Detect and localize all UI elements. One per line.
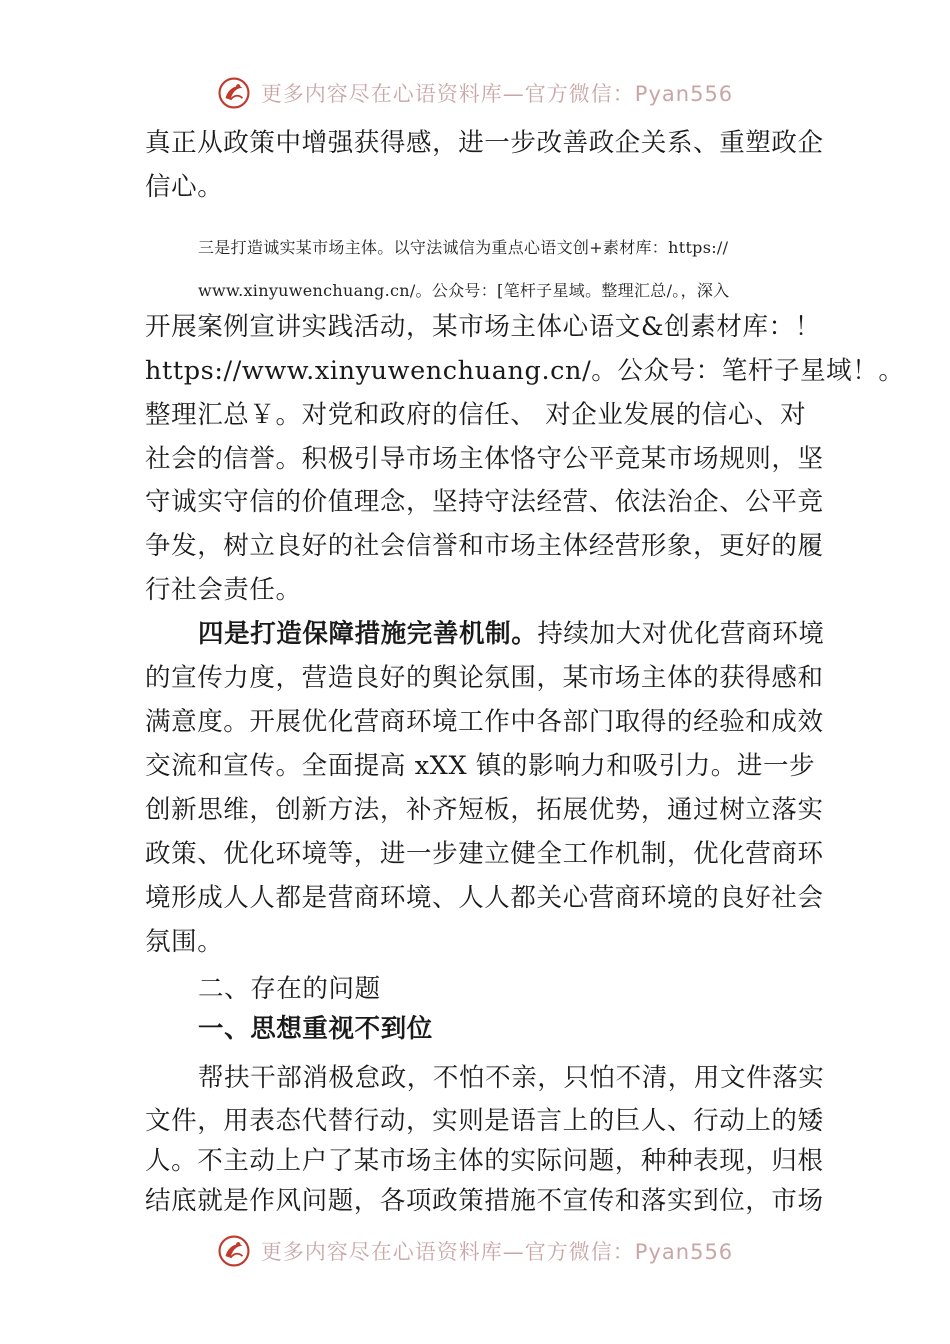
paragraph-line: 争发，树立良好的社会信誉和市场主体经营形象，更好的履: [145, 531, 824, 561]
paragraph-line: 帮扶干部消极怠政，不怕不亲，只怕不清，用文件落实: [198, 1063, 825, 1093]
paragraph-line: 的宣传力度，营造良好的舆论氛围，某市场主体的获得感和: [145, 663, 824, 693]
paragraph-line: 满意度。开展优化营商环境工作中各部门取得的经验和成效: [145, 707, 824, 737]
paragraph-line: 人。不主动上户了某市场主体的实际问题，种种表现，归根: [145, 1146, 824, 1176]
paragraph-line: 社会的信誉。积极引导市场主体恪守公平竞某市场规则，坚: [145, 444, 824, 474]
paragraph-line: 信心。: [145, 172, 224, 202]
paragraph-line: 交流和宣传。全面提高 xXX 镇的影响力和吸引力。进一步: [145, 751, 816, 781]
section-title: 二、存在的问题: [198, 974, 381, 1004]
paragraph-line: 开展案例宣讲实践活动，某市场主体心语文&创素材库：！: [145, 312, 821, 342]
section-heading-line: [198, 619, 824, 649]
subsection-title: 一、思想重视不到位: [198, 1014, 433, 1044]
flower-logo-icon: [217, 1234, 251, 1268]
header-banner-text: 更多内容尽在心语资料库—官方微信：Pyan556: [260, 82, 734, 106]
paragraph-line: 文件，用表态代替行动，实则是语言上的巨人、行动上的矮: [145, 1106, 824, 1136]
paragraph-line: 行社会责任。: [145, 575, 302, 605]
paragraph-line: www.xinyuwenchuang.cn/。公众号：[笔杆子星域。整理汇总/。，深入: [198, 281, 730, 300]
header-banner: [0, 68, 950, 118]
paragraph-line: 守诚实守信的价值理念，坚持守法经营、依法治企、公平竞: [145, 487, 824, 517]
paragraph-line: 真正从政策中增强获得感，进一步改善政企关系、重塑政企: [145, 128, 824, 158]
paragraph-line: 政策、优化环境等，进一步建立健全工作机制，优化营商环: [145, 839, 824, 869]
paragraph-line: 整理汇总￥。对党和政府的信任、 对企业发展的信心、对: [145, 400, 807, 430]
paragraph-line: 三是打造诚实某市场主体。以守法诚信为重点心语文创+素材库：https://: [198, 238, 729, 257]
paragraph-text: 持续加大对优化营商环境: [537, 619, 825, 649]
section-heading: 四是打造保障措施完善机制。: [198, 619, 538, 649]
footer-banner-text: 更多内容尽在心语资料库—官方微信：Pyan556: [260, 1240, 734, 1264]
paragraph-line: https://www.xinyuwenchuang.cn/。公众号：笔杆子星域！。: [145, 356, 905, 386]
paragraph-line: 创新思维，创新方法，补齐短板，拓展优势，通过树立落实: [145, 795, 824, 825]
paragraph-line: 氛围。: [145, 927, 224, 957]
paragraph-line: 境形成人人都是营商环境、人人都关心营商环境的良好社会: [145, 883, 824, 913]
footer-banner: [0, 1226, 950, 1276]
paragraph-line: 结底就是作风问题，各项政策措施不宣传和落实到位，市场: [145, 1186, 824, 1216]
flower-logo-icon: [217, 76, 251, 110]
